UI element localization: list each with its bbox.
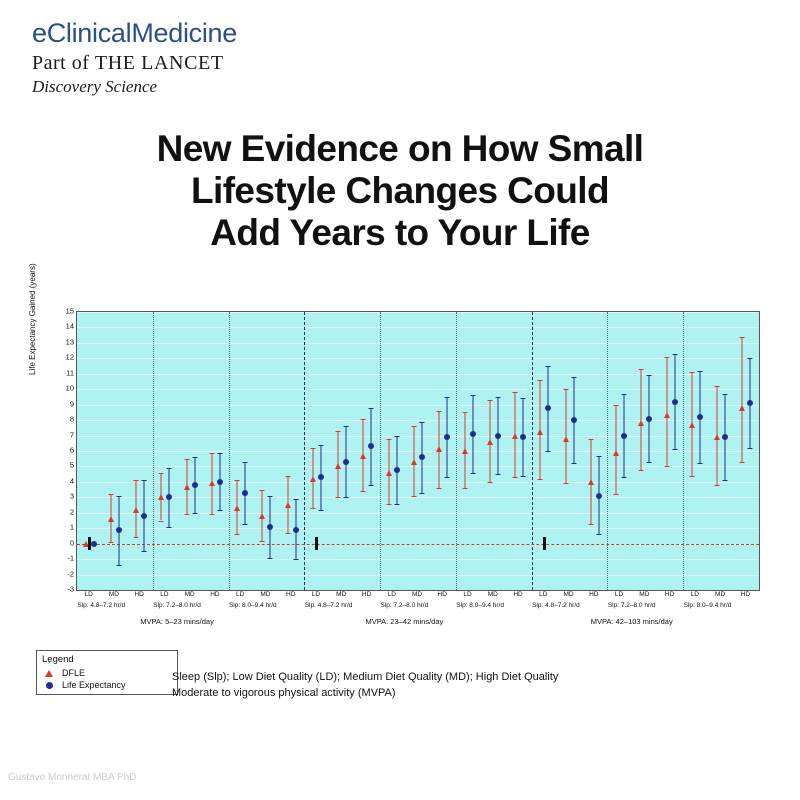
dfle-marker — [563, 436, 569, 442]
grid-line — [77, 420, 759, 421]
y-tick-label: 8 — [69, 414, 74, 424]
ci-cap — [622, 394, 627, 395]
ci-cap — [614, 405, 619, 406]
dfle-marker — [158, 494, 164, 500]
life-expectancy-marker — [343, 459, 349, 465]
ci-cap — [184, 514, 189, 515]
y-tick-label: 6 — [69, 445, 74, 455]
ci-cap — [546, 451, 551, 452]
x-tick-label: LD — [614, 591, 624, 598]
ci-cap — [639, 369, 644, 370]
ci-cap — [748, 358, 753, 359]
y-tick-label: 15 — [65, 306, 74, 316]
grid-line — [77, 497, 759, 498]
sleep-band-label: Slp: 7.2–8.0 hr/d — [380, 602, 429, 609]
lancet-name: THE LANCET — [94, 52, 224, 74]
x-tick-label: MD — [260, 591, 271, 598]
page-title — [0, 128, 800, 253]
dfle-marker — [234, 505, 240, 511]
ci-cap — [116, 565, 121, 566]
ci-cap — [167, 527, 172, 528]
ci-cap — [217, 510, 222, 511]
headline-line-3: Add Years to Your Life — [210, 211, 590, 253]
x-axis — [76, 591, 760, 645]
ci-cap — [689, 372, 694, 373]
ci-cap — [495, 397, 500, 398]
x-tick-label: LD — [236, 591, 245, 598]
y-tick-label: 12 — [65, 352, 74, 362]
grid-line — [77, 389, 759, 390]
ci-cap — [563, 389, 568, 390]
y-tick-label: -2 — [67, 569, 74, 579]
x-tick-label: HD — [664, 591, 675, 598]
mvpa-group-label: MVPA: 5–23 mins/day — [140, 617, 214, 626]
ci-cap — [513, 477, 518, 478]
plot-inner — [77, 312, 759, 590]
ci-cap — [588, 524, 593, 525]
y-tick-label: 4 — [69, 476, 74, 486]
ci-cap — [622, 477, 627, 478]
life-expectancy-marker — [596, 493, 602, 499]
ci-cap — [142, 480, 147, 481]
x-tick-label: HD — [437, 591, 447, 598]
ci-cap — [159, 473, 164, 474]
sleep-band-label: Slp: 8.0–9.4 hr/d — [456, 602, 504, 609]
ci-cap — [596, 456, 601, 457]
y-tick-label: 5 — [69, 460, 74, 470]
x-tick-label: HD — [513, 591, 523, 598]
ci-cap — [664, 357, 669, 358]
discovery-science-label: Discovery Science — [32, 77, 158, 96]
life-expectancy-marker — [293, 527, 299, 533]
ci-cap — [318, 445, 323, 446]
x-tick-label: HD — [589, 591, 599, 598]
ci-cap — [268, 496, 273, 497]
ci-cap — [487, 400, 492, 401]
life-expectancy-marker — [571, 417, 577, 423]
x-tick-label: HD — [740, 591, 751, 598]
reference-marker — [88, 537, 91, 549]
sleep-band-label: Slp: 4.8–7.2 hr/d — [304, 602, 353, 609]
ci-cap — [437, 488, 442, 489]
legend-title: Legend — [42, 654, 74, 665]
grid-line — [77, 482, 759, 483]
ci-cap — [310, 508, 315, 509]
x-tick-label: LD — [463, 591, 472, 598]
ci-cap — [192, 457, 197, 458]
ci-cap — [571, 463, 576, 464]
dfle-marker — [386, 470, 392, 476]
ci-cap — [243, 462, 248, 463]
grid-line — [77, 559, 759, 560]
ci-cap — [209, 514, 214, 515]
ci-cap — [344, 497, 349, 498]
x-tick-label: LD — [160, 591, 169, 598]
chart-container — [28, 263, 770, 645]
dfle-marker — [613, 450, 619, 456]
y-tick-label: -1 — [67, 553, 74, 563]
y-axis-ticks — [30, 306, 74, 594]
life-expectancy-marker — [192, 482, 198, 488]
y-tick-label: 0 — [69, 538, 74, 548]
sleep-band-label: Slp: 4.8–7.2 hr/d — [77, 602, 126, 609]
ci-cap — [235, 480, 240, 481]
x-tick-label: LD — [84, 591, 93, 598]
dfle-marker — [512, 433, 518, 439]
ci-cap — [740, 337, 745, 338]
ci-cap — [715, 485, 720, 486]
ci-cap — [571, 377, 576, 378]
ci-cap — [748, 448, 753, 449]
ci-cap — [521, 398, 526, 399]
grid-line — [77, 358, 759, 359]
ci-cap — [243, 524, 248, 525]
sleep-band-label: Slp: 7.2–8.0 hr/d — [153, 602, 201, 609]
life-expectancy-marker — [394, 467, 400, 473]
ci-cap — [192, 513, 197, 514]
ci-cap — [184, 459, 189, 460]
ci-cap — [293, 499, 298, 500]
grid-line — [77, 466, 759, 467]
ci-cap — [412, 496, 417, 497]
y-tick-label: 1 — [69, 522, 74, 532]
dfle-marker — [664, 412, 670, 418]
ci-cap — [445, 477, 450, 478]
ci-cap — [420, 422, 425, 423]
dfle-marker — [462, 448, 468, 454]
ci-cap — [116, 496, 121, 497]
ci-cap — [647, 462, 652, 463]
life-expectancy-marker — [747, 400, 753, 406]
dfle-marker — [487, 439, 493, 445]
x-tick-label: MD — [563, 591, 574, 598]
y-tick-label: 11 — [66, 368, 74, 378]
dfle-marker — [411, 459, 417, 465]
ci-cap — [293, 559, 298, 560]
dfle-marker — [133, 507, 139, 513]
x-tick-label: LD — [539, 591, 548, 598]
sleep-band-divider — [607, 312, 608, 590]
ci-cap — [310, 448, 315, 449]
plot-area — [76, 311, 760, 591]
ci-cap — [487, 482, 492, 483]
grid-line — [77, 405, 759, 406]
journal-title: eClinicalMedicine — [32, 18, 237, 48]
grid-line — [77, 436, 759, 437]
sleep-band-label: Slp: 8.0–9.4 hr/d — [228, 602, 277, 609]
life-expectancy-marker — [217, 479, 223, 485]
dfle-marker — [108, 516, 114, 522]
ci-cap — [336, 431, 341, 432]
ci-cap — [723, 480, 728, 481]
ci-cap — [740, 462, 745, 463]
ci-cap — [715, 386, 720, 387]
ci-cap — [235, 534, 240, 535]
dfle-marker — [310, 476, 316, 482]
ci-cap — [697, 371, 702, 372]
ci-cap — [167, 468, 172, 469]
ci-cap — [437, 411, 442, 412]
dfle-marker — [285, 502, 291, 508]
ci-cap — [285, 476, 290, 477]
zero-reference-line — [77, 544, 759, 545]
ci-cap — [134, 537, 139, 538]
life-expectancy-marker — [444, 434, 450, 440]
ci-cap — [336, 497, 341, 498]
ci-cap — [672, 449, 677, 450]
ci-cap — [260, 541, 265, 542]
ci-cap — [142, 551, 147, 552]
ci-cap — [361, 491, 366, 492]
ci-cap — [664, 466, 669, 467]
life-expectancy-marker — [545, 405, 551, 411]
ci-cap — [672, 354, 677, 355]
grid-line — [77, 528, 759, 529]
ci-cap — [689, 476, 694, 477]
legend-label-dfle: DFLE — [62, 668, 86, 678]
dfle-marker — [335, 463, 341, 469]
ci-cap — [209, 453, 214, 454]
ci-cap — [723, 394, 728, 395]
sleep-band-label: Slp: 7.2–8.0 hr/d — [607, 602, 656, 609]
ci-cap — [394, 436, 399, 437]
dfle-marker — [714, 434, 720, 440]
mvpa-group-label: MVPA: 23–42 mins/day — [365, 617, 444, 626]
x-tick-label: HD — [210, 591, 220, 598]
ci-cap — [546, 366, 551, 367]
dfle-marker — [209, 480, 215, 486]
ci-cap — [217, 453, 222, 454]
life-expectancy-marker — [672, 399, 678, 405]
y-tick-label: 9 — [69, 399, 74, 409]
x-tick-label: HD — [286, 591, 296, 598]
ci-cap — [260, 490, 265, 491]
chart-legend — [36, 650, 178, 695]
ci-cap — [134, 480, 139, 481]
ci-cap — [268, 558, 273, 559]
ci-cap — [412, 426, 417, 427]
mvpa-group-divider — [532, 312, 533, 590]
ci-cap — [538, 380, 543, 381]
ci-cap — [596, 534, 601, 535]
y-tick-label: 2 — [69, 507, 74, 517]
x-tick-label: HD — [361, 591, 372, 598]
ci-cap — [462, 488, 467, 489]
x-tick-label: MD — [336, 591, 347, 598]
dfle-marker — [259, 513, 265, 519]
note-line-1: Sleep (Slp); Low Diet Quality (LD); Medium Diet Quality (MD); High Diet Quality — [172, 671, 559, 683]
ci-cap — [369, 408, 374, 409]
dfle-marker — [588, 479, 594, 485]
sleep-band-divider — [153, 312, 154, 590]
legend-label-life-expectancy: Life Expectancy — [62, 680, 126, 690]
life-expectancy-marker — [722, 434, 728, 440]
ci-cap — [495, 474, 500, 475]
sleep-band-divider — [380, 312, 381, 590]
life-expectancy-marker — [621, 433, 627, 439]
chart-notes — [172, 670, 558, 702]
dfle-marker — [436, 446, 442, 452]
x-tick-label: MD — [487, 591, 498, 598]
ci-cap — [386, 439, 391, 440]
grid-line — [77, 327, 759, 328]
grid-line — [77, 374, 759, 375]
grid-line — [77, 513, 759, 514]
ci-cap — [588, 439, 593, 440]
journal-branding — [32, 18, 237, 97]
life-expectancy-marker — [318, 474, 324, 480]
dfle-marker — [739, 405, 745, 411]
circle-icon — [42, 682, 56, 689]
y-tick-label: 7 — [69, 430, 74, 440]
life-expectancy-marker — [91, 541, 97, 547]
x-tick-label: LD — [387, 591, 396, 598]
ci-cap — [386, 504, 391, 505]
part-of-prefix: Part of — [32, 52, 95, 74]
x-tick-label: MD — [639, 591, 650, 598]
life-expectancy-marker — [646, 416, 652, 422]
sleep-band-divider — [229, 312, 230, 590]
grid-line — [77, 343, 759, 344]
life-expectancy-marker — [267, 524, 273, 530]
life-expectancy-marker — [242, 490, 248, 496]
life-expectancy-marker — [419, 454, 425, 460]
life-expectancy-marker — [697, 414, 703, 420]
ci-cap — [285, 533, 290, 534]
x-tick-label: LD — [690, 591, 699, 598]
part-of-line — [32, 52, 237, 75]
legend-item-dfle — [42, 668, 172, 678]
x-tick-label: MD — [715, 591, 726, 598]
dfle-marker — [638, 420, 644, 426]
life-expectancy-marker — [470, 431, 476, 437]
triangle-up-icon — [42, 670, 56, 677]
dfle-marker — [689, 422, 695, 428]
life-expectancy-marker — [116, 527, 122, 533]
dfle-marker — [184, 484, 190, 490]
x-tick-label: HD — [134, 591, 144, 598]
note-line-2: Moderate to vigorous physical activity (MVPA) — [172, 686, 396, 699]
life-expectancy-marker — [166, 494, 172, 500]
ci-cap — [369, 485, 374, 486]
ci-cap — [361, 419, 366, 420]
sleep-band-label: Slp: 4.8–7.2 hr/d — [532, 602, 580, 609]
ci-cap — [470, 473, 475, 474]
x-tick-label: MD — [184, 591, 195, 598]
confidence-interval — [742, 337, 743, 462]
dfle-marker — [537, 429, 543, 435]
y-tick-label: 13 — [65, 337, 74, 347]
y-tick-label: 10 — [65, 383, 74, 393]
y-tick-label: -3 — [67, 584, 74, 594]
ci-cap — [563, 483, 568, 484]
y-axis-label: Life Expectancy Gained (years) — [28, 263, 37, 375]
grid-line — [77, 575, 759, 576]
sleep-band-label: Slp: 8.0–9.4 hr/d — [683, 602, 732, 609]
dfle-marker — [360, 453, 366, 459]
ci-cap — [108, 494, 113, 495]
mvpa-group-label: MVPA: 42–103 mins/day — [590, 617, 673, 626]
mvpa-group-divider — [304, 312, 305, 590]
ci-cap — [318, 510, 323, 511]
x-tick-label: MD — [411, 591, 423, 598]
reference-marker — [315, 537, 318, 549]
ci-cap — [470, 395, 475, 396]
ci-cap — [513, 392, 518, 393]
headline-line-1: New Evidence on How Small — [156, 128, 644, 169]
reference-marker — [543, 537, 546, 549]
grid-line — [77, 451, 759, 452]
sleep-band-divider — [456, 312, 457, 590]
ci-cap — [538, 479, 543, 480]
sleep-band-divider — [683, 312, 684, 590]
grid-line — [77, 312, 759, 313]
y-tick-label: 14 — [65, 321, 74, 331]
x-tick-label: LD — [311, 591, 321, 598]
ci-cap — [521, 476, 526, 477]
credit-line: Gustavo Monnerat MBA PhD — [8, 772, 137, 783]
headline-line-2: Lifestyle Changes Could — [191, 169, 609, 211]
ci-cap — [394, 504, 399, 505]
x-tick-label: MD — [108, 591, 119, 598]
ci-cap — [108, 542, 113, 543]
y-tick-label: 3 — [69, 491, 74, 501]
ci-cap — [697, 463, 702, 464]
life-expectancy-marker — [520, 434, 526, 440]
life-expectancy-marker — [368, 443, 374, 449]
life-expectancy-marker — [495, 433, 501, 439]
ci-cap — [344, 426, 349, 427]
ci-cap — [159, 521, 164, 522]
ci-cap — [420, 493, 425, 494]
ci-cap — [462, 412, 467, 413]
ci-cap — [647, 375, 652, 376]
life-expectancy-marker — [141, 513, 147, 519]
ci-cap — [639, 470, 644, 471]
legend-item-life-expectancy — [42, 680, 172, 690]
ci-cap — [614, 494, 619, 495]
ci-cap — [445, 397, 450, 398]
